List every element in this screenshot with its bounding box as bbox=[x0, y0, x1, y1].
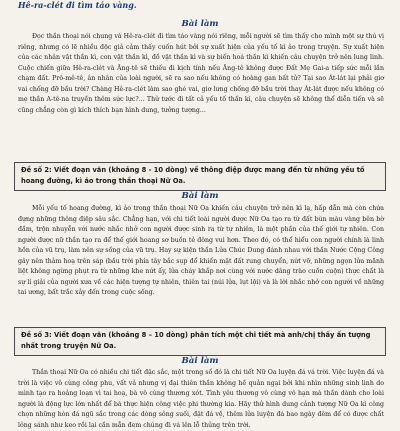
answer-paragraph-2: Mỗi yếu tố hoang đường, kì ảo trong thần thoại Nữ Oa khiến câu chuyện trở nên kì lạ, hấp dẫn mà còn chứa đựng những thông điệp sâu sắc. Chẳng hạn, với chi tiết loài người được Nữ Oa tạo ra từ đất bùn màu vàng bên bờ đầm, trộn nhuyễn với nước nhắc nhở con người được sinh ra từ tự nhiên, là một phần của thế giới tự nhiên. Con người được nữ thần tạo ra để thế giới hoang sơ buồn tẻ đông vui hơn. Theo đó, có thể hiểu con người chính là linh hồn của vũ trụ, làm nên sự sống của vũ trụ. Hay sự kiện thần Lửa Chúc Dung đánh nhau với thần Nước Cộng Công gây nên thảm hoạ trên sáp (bầu trời phía tây bắc sụp đổ khiến mặt đất rung chuyển, nứt vỡ, những ngọn lửa mãnh liệt không ngừng phụt ra từ những khe nứt ấy, lửa cháy khắp nơi cùng với nước dâng trào cuồn cuộn) thực chất là sự lí giải của người xưa về các hiện tượng tự nhiên, thiên tai (núi lửa, lụt lội) và là lời nhắc nhở con người về những tai ương, bất trắc xảy đến trong cuộc sống. bbox=[18, 205, 384, 296]
previous-prompt-tail: Hê-ra-clét đi tìm táo vàng. bbox=[18, 0, 137, 10]
prompt-label-2: Đề số 2: bbox=[21, 166, 52, 174]
answer-label-2: Bài làm bbox=[181, 191, 219, 201]
answer-paragraph-1: Đọc thần thoại nói chung và Hê-ra-clét đi tìm táo vàng nói riêng, mỗi người sẽ tìm thấy cho mình một sự thú vị riêng, nhưng có lẽ nhiều độc giả cảm thấy cuốn hút bởi sự xuất hiện của yếu tố kì ảo trong truyện. Sự xuất hiện của các nhân vật thần kì, con vật thần kì, đồ vật thần kì và sự biến hoá thần kì khiến câu chuyện trở nên lung linh. Cuộc chiến giữa Hê-ra-clét và Ăng-tê sẽ thiếu đi kịch tính nếu Ăng-tê không được Đất Mẹ Gai-a tiếp sức mỗi lần chạm đất. Prô-mê-tê, ân nhân của loài người, sẽ ra sao nếu không có hoàng gan bất tử? Tại sao Át-lát lại phải giơ vai chống đỡ bầu trời? Chàng Hê-ra-clét làm sao ghé vai, giơ lưng chống đỡ bầu trời thay Át-lát được nếu không có mẹ thần A-tê-na truyền thêm sức lực?... Thử tước đi tất cả yếu tố thần kì, câu chuyện sẽ không thể diễn tiến và sẽ cũng chẳng còn gì kích thích bạn hình dung, tưởng tượng... bbox=[18, 33, 384, 114]
answer-label-3: Bài làm bbox=[181, 356, 219, 366]
answer-label-1: Bài làm bbox=[181, 19, 219, 29]
prompt-box-2 bbox=[14, 162, 386, 191]
prompt-text-2: Viết đoạn văn (khoảng 8 - 10 dòng) về thông điệp được mang đến từ những yếu tố hoang đường, kì ảo trong thần thoại Nữ Oa. bbox=[21, 166, 365, 185]
prompt-label-3: Đề số 3: bbox=[21, 331, 52, 339]
answer-paragraph-3: Thần thoại Nữ Oa có nhiều chi tiết đặc sắc, một trong số đó là chi tiết Nữ Oa luyện đá vá trời. Việc luyện đá và trời là việc vô cùng công phu, vất vả nhưng vị đại thiên thần không hề quản ngại bởi khi nhìn những sinh linh do mình tạo ra hoảng loạn vì tai hoạ, bà vô cùng thương xót. Tình yêu thương vô cùng vô hạn mà thần dành cho loài người là động lực lớn nhất để bà thực hiện công việc phi thường kia. Hãy thử hình dung cảnh tượng Nữ Oa kì công chọn những hòn đá ngũ sắc trong các dòng sông suối, đặt đá vệ, thêm lửa luyện đá bao ngày đêm để có được chất lỏng sánh như keo rồi lại cần mẫn đem chúng đi vá lên lỗ thủng trên trời. bbox=[18, 369, 384, 429]
prompt-box-3 bbox=[14, 327, 386, 356]
prompt-text-3: Viết đoạn văn (khoảng 8 – 10 dòng) phân tích một chi tiết mà anh/chị thấy ấn tượng nhất trong truyện Nữ Oa. bbox=[21, 331, 371, 350]
